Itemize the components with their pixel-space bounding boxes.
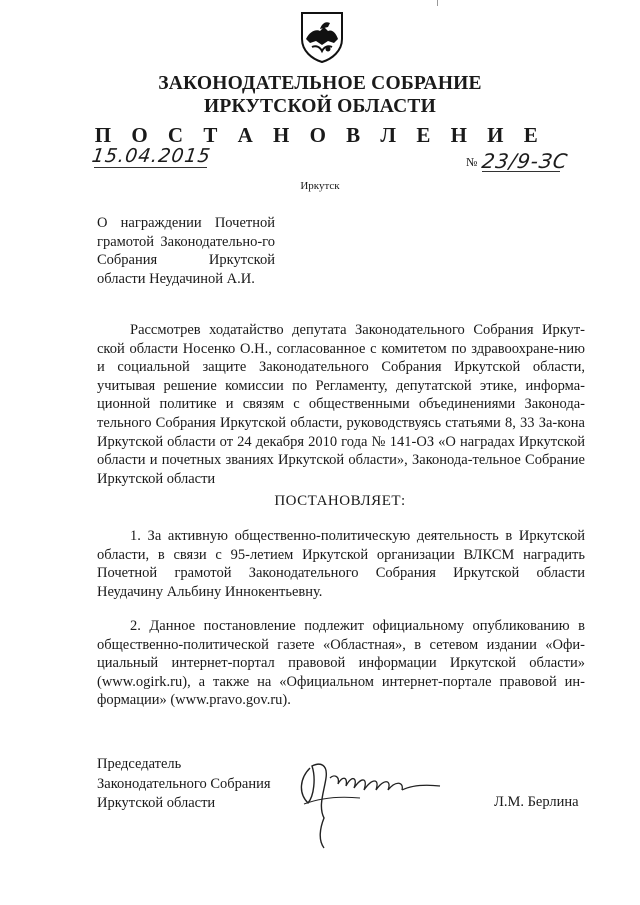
document-type: П О С Т А Н О В Л Е Н И Е xyxy=(94,123,546,147)
document-number: 23/9-ЗС xyxy=(480,149,570,173)
signer-name: Л.М. Берлина xyxy=(494,794,579,810)
signer-title xyxy=(97,755,271,814)
document-date: 15.04.2015 xyxy=(90,145,213,167)
signer-title-line2: Законодательного Собрания xyxy=(97,775,271,792)
item-2-paragraph: 2. Данное постановление подлежит официальному опубликованию в общественно-политической газете «Областная», в сетевом издании «Офи-циальный интернет-портал правовой информации Иркутской области» (www.ogirk.ru), а также на «Официальном интернет-портале правовой ин-формации» (www.pravo.gov.ru). xyxy=(97,618,585,709)
handwritten-signature xyxy=(280,748,470,858)
item-1-paragraph: 1. За активную общественно-политическую деятельность в Иркутской области, в связи с 95-летием Иркутской организации ВЛКСМ наградить Почетной грамотой Законодательного Собрания Иркутской области Неудачину Альбину Иннокентьевну. xyxy=(97,528,585,600)
city-label: Иркутск xyxy=(300,180,340,192)
number-underline xyxy=(482,171,560,172)
org-name-line2: ИРКУТСКОЙ ОБЛАСТИ xyxy=(204,96,436,117)
signer-title-line3: Иркутской области xyxy=(97,795,216,811)
document-subject: О награждении Почетной грамотой Законодательно-го Собрания Иркутской области Неудачиной А.И. xyxy=(97,215,275,287)
preamble-paragraph: Рассмотрев ходатайство депутата Законодательного Собрания Иркут-ской области Носенко О.Н., согласованное с комитетом по здравоохране-нию и социальной защите Законодательного Собрания Иркутской области, учитывая решение комиссии по Регламенту, депутатской этике, информа-ционной политике и связям с общественными объединениями Законода-тельного Собрания Иркутской области, руководствуясь статьями 8, 33 За-кона Иркутской области от 24 декабря 2010 года № 141-ОЗ «О наградах Иркутской области и почетных званиях Иркутской области», Законода-тельное Собрание Иркутской области xyxy=(97,322,585,487)
scan-mark xyxy=(437,0,438,6)
irkutsk-coat-of-arms-icon xyxy=(298,9,346,63)
decree-heading: ПОСТАНОВЛЯЕТ: xyxy=(274,493,406,509)
number-label: № xyxy=(466,155,478,169)
signer-title-line1: Председатель xyxy=(97,756,182,772)
date-underline xyxy=(94,167,207,168)
org-name-line1: ЗАКОНОДАТЕЛЬНОЕ СОБРАНИЕ xyxy=(158,73,482,94)
